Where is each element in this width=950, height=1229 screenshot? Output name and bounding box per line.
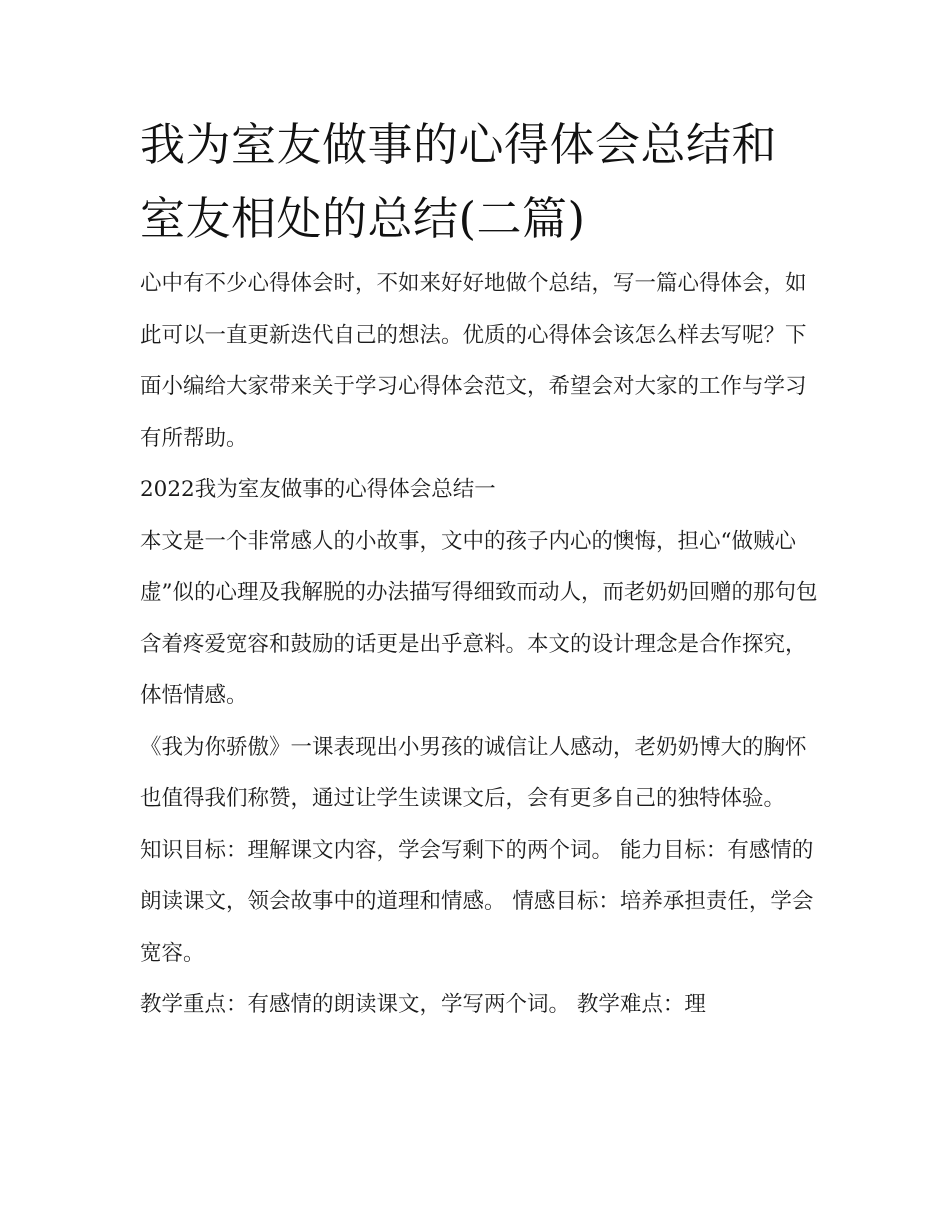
focus-paragraph: 教学重点：有感情的朗读课文，学写两个词。 教学难点：理 xyxy=(140,992,706,1017)
section-heading: 2022我为室友做事的心得体会总结一 xyxy=(140,477,496,502)
document-title: 我为室友做事的心得体会总结和室友相处的总结(二篇) xyxy=(140,118,778,245)
document-content xyxy=(140,108,820,1031)
body-paragraph: 《我为你骄傲》一课表现出小男孩的诚信让人感动，老奶奶博大的胸怀也值得我们称赞，通过让学生读课文后，会有更多自己的独特体验。 xyxy=(140,734,807,811)
objectives-paragraph: 知识目标：理解课文内容，学会写剩下的两个词。 能力目标：有感情的朗读课文，领会故事中的道理和情感。 情感目标：培养承担责任，学会宽容。 xyxy=(140,837,814,966)
intro-paragraph: 心中有不少心得体会时，不如来好好地做个总结，写一篇心得体会，如此可以一直更新迭代自己的想法。优质的心得体会该怎么样去写呢？下面小编给大家带来关于学习心得体会范文，希望会对大家的工作与学习有所帮助。 xyxy=(140,271,807,451)
body-paragraph: 本文是一个非常感人的小故事，文中的孩子内心的懊悔，担心“做贼心虚”似的心理及我解脱的办法描写得细致而动人，而老奶奶回赠的那句包含着疼爱宽容和鼓励的话更是出乎意料。本文的设计理念是合作探究，体悟情感。 xyxy=(140,528,818,708)
